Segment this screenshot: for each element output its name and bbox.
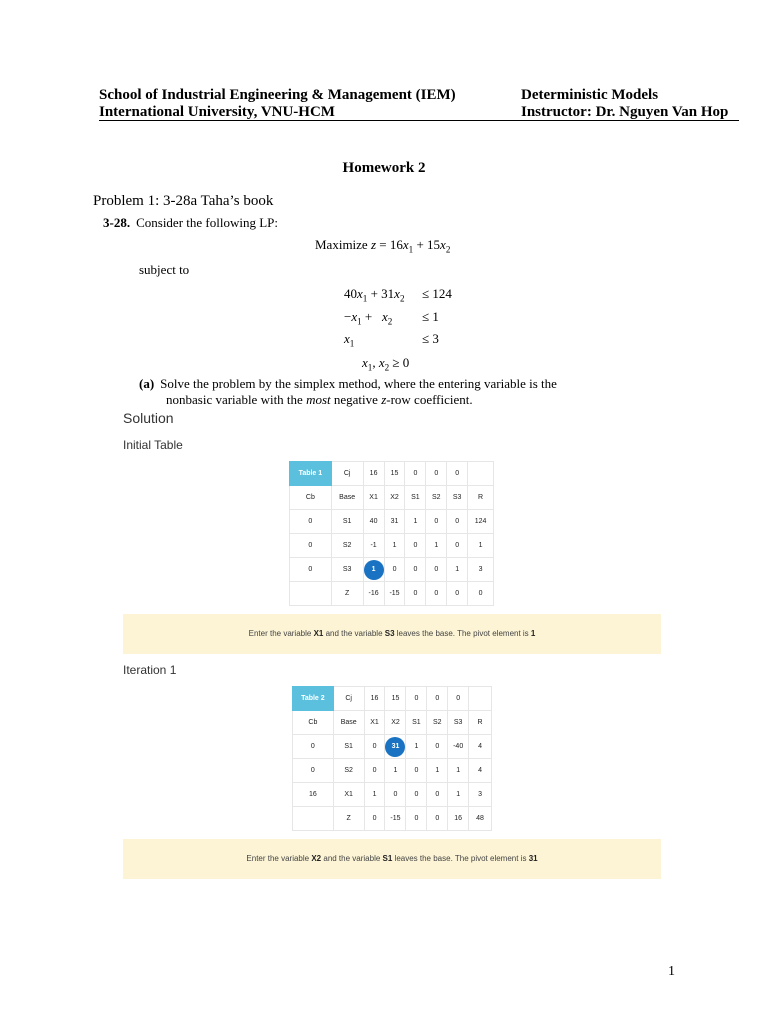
empty-cell (293, 807, 334, 831)
cell: -40 (448, 735, 469, 759)
iteration-1-heading: Iteration 1 (123, 663, 177, 677)
column-header: S2 (427, 711, 448, 735)
table-row (290, 510, 494, 534)
cell: 0 (364, 759, 385, 783)
cell: 0 (426, 582, 447, 606)
cell: -16 (363, 582, 384, 606)
problem-title: Problem 1: 3-28a Taha’s book (93, 193, 274, 209)
table-row (290, 558, 494, 582)
cell: 1 (405, 510, 426, 534)
page-title: Homework 2 (342, 160, 426, 176)
school-name: School of Industrial Engineering & Management (IEM) (99, 87, 456, 103)
cell: 0 (447, 582, 468, 606)
column-header: X2 (384, 486, 405, 510)
cell: -15 (385, 807, 406, 831)
header-divider (99, 120, 739, 121)
column-header: Cb (290, 486, 332, 510)
cell: 0 (406, 759, 427, 783)
cell: 0 (290, 534, 332, 558)
cell: S2 (333, 759, 364, 783)
cell: -1 (363, 534, 384, 558)
cell: 40 (363, 510, 384, 534)
pivot-cell (385, 735, 406, 759)
cell: Z (333, 807, 364, 831)
cell: -15 (384, 582, 405, 606)
cj-value: 0 (427, 687, 448, 711)
column-header: S1 (405, 486, 426, 510)
empty-cell (468, 462, 494, 486)
cell: 0 (385, 783, 406, 807)
subject-to-label: subject to (139, 262, 190, 277)
constraint-2: $-x_1 + x_2 \le 1$ (344, 309, 439, 327)
cell: 31 (384, 510, 405, 534)
cj-label: Cj (331, 462, 363, 486)
simplex-table-2 (292, 686, 492, 831)
column-header: Base (333, 711, 364, 735)
cell: 0 (426, 558, 447, 582)
cj-row (293, 687, 492, 711)
header-row (290, 486, 494, 510)
header-row (293, 711, 492, 735)
table-row (290, 534, 494, 558)
cj-value: 0 (406, 687, 427, 711)
cell: 0 (290, 510, 332, 534)
cell: S1 (333, 735, 364, 759)
empty-cell (469, 687, 492, 711)
problem-statement (103, 215, 278, 231)
cell: Z (331, 582, 363, 606)
cell: 16 (448, 807, 469, 831)
document-header (99, 87, 739, 121)
table-label: Table 2 (293, 687, 334, 711)
column-header: S3 (447, 486, 468, 510)
z-row (293, 807, 492, 831)
cell: 1 (448, 783, 469, 807)
leaving-variable: S1 (382, 854, 393, 863)
entering-variable: X1 (313, 629, 324, 638)
cell: 0 (427, 783, 448, 807)
table-row (293, 759, 492, 783)
note-text: leaves the base. The pivot element is (392, 854, 529, 863)
cell: S2 (331, 534, 363, 558)
cell: 1 (364, 783, 385, 807)
column-header: Base (331, 486, 363, 510)
note-text: Enter the variable (246, 854, 312, 863)
cell: 0 (293, 735, 334, 759)
cell: 0 (427, 735, 448, 759)
cell: S1 (331, 510, 363, 534)
part-a-question: (a) Solve the problem by the simplex method, where the entering variable is the nonbasic variable with the most negative z-row coefficient. (139, 376, 557, 407)
cell: 0 (293, 759, 334, 783)
cell: 16 (293, 783, 334, 807)
cj-value: 0 (448, 687, 469, 711)
cell: 1 (406, 735, 427, 759)
cell: S3 (331, 558, 363, 582)
cj-row (290, 462, 494, 486)
constraint-1: $40x_1 + 31x_2 \le 124$ (344, 286, 452, 304)
cell: 0 (405, 582, 426, 606)
cell: 0 (427, 807, 448, 831)
cell: 0 (405, 558, 426, 582)
cj-value: 15 (385, 687, 406, 711)
note-text: Enter the variable (248, 629, 314, 638)
cell: 124 (468, 510, 494, 534)
column-header: S2 (426, 486, 447, 510)
column-header: X2 (385, 711, 406, 735)
column-header: Cb (293, 711, 334, 735)
university-name: International University, VNU-HCM (99, 104, 335, 120)
page-number: 1 (668, 964, 675, 979)
pivot-cell (363, 558, 384, 582)
cell: 0 (406, 783, 427, 807)
cell: X1 (333, 783, 364, 807)
column-header: R (468, 486, 494, 510)
cell: 1 (427, 759, 448, 783)
pivot-note-2 (123, 839, 661, 879)
solution-heading: Solution (123, 410, 174, 426)
constraint-nonnegativity: $x_1$, $x_2 \ge 0$ (362, 355, 410, 373)
column-header: S1 (406, 711, 427, 735)
simplex-table-1 (289, 461, 494, 606)
pivot-value: 31 (528, 854, 538, 863)
note-text: leaves the base. The pivot element is (394, 629, 531, 638)
cell: 0 (384, 558, 405, 582)
leaving-variable: S3 (384, 629, 395, 638)
cell: 4 (469, 735, 492, 759)
part-a-label: (a) (139, 376, 155, 391)
cell: 3 (468, 558, 494, 582)
cell: 0 (364, 807, 385, 831)
cj-value: 16 (363, 462, 384, 486)
cell: 1 (426, 534, 447, 558)
pivot-note-1 (123, 614, 661, 654)
entering-variable: X2 (311, 854, 322, 863)
column-header: S3 (448, 711, 469, 735)
problem-number: 3-28. (103, 215, 131, 230)
pivot-element: 31 (385, 737, 405, 757)
cj-value: 16 (364, 687, 385, 711)
cell: 1 (447, 558, 468, 582)
cell: 0 (426, 510, 447, 534)
column-header: X1 (364, 711, 385, 735)
note-text: and the variable (323, 629, 385, 638)
constraint-3: $x_1 \le 3$ (344, 331, 439, 349)
empty-cell (290, 582, 332, 606)
cj-value: 0 (447, 462, 468, 486)
z-row (290, 582, 494, 606)
cell: 1 (468, 534, 494, 558)
table-row (293, 735, 492, 759)
cell: 0 (406, 807, 427, 831)
cell: 0 (447, 534, 468, 558)
objective-function: Maximize $z = 16x_1 + 15x_2$ (315, 237, 451, 255)
cell: 0 (364, 735, 385, 759)
pivot-element: 1 (364, 560, 384, 580)
cell: 0 (447, 510, 468, 534)
cj-value: 15 (384, 462, 405, 486)
course-name: Deterministic Models (521, 87, 659, 103)
cell: 48 (469, 807, 492, 831)
cell: 0 (290, 558, 332, 582)
cell: 1 (448, 759, 469, 783)
cell: 0 (468, 582, 494, 606)
initial-table-heading: Initial Table (123, 438, 183, 452)
pivot-value: 1 (530, 629, 536, 638)
column-header: X1 (363, 486, 384, 510)
note-text: and the variable (321, 854, 383, 863)
cell: 3 (469, 783, 492, 807)
cj-value: 0 (405, 462, 426, 486)
cell: 1 (385, 759, 406, 783)
column-header: R (469, 711, 492, 735)
problem-text: Consider the following LP: (136, 215, 279, 230)
table-label: Table 1 (290, 462, 332, 486)
cell: 1 (384, 534, 405, 558)
table-row (293, 783, 492, 807)
cj-label: Cj (333, 687, 364, 711)
instructor-name: Instructor: Dr. Nguyen Van Hop (521, 104, 729, 120)
cj-value: 0 (426, 462, 447, 486)
cell: 0 (405, 534, 426, 558)
cell: 4 (469, 759, 492, 783)
